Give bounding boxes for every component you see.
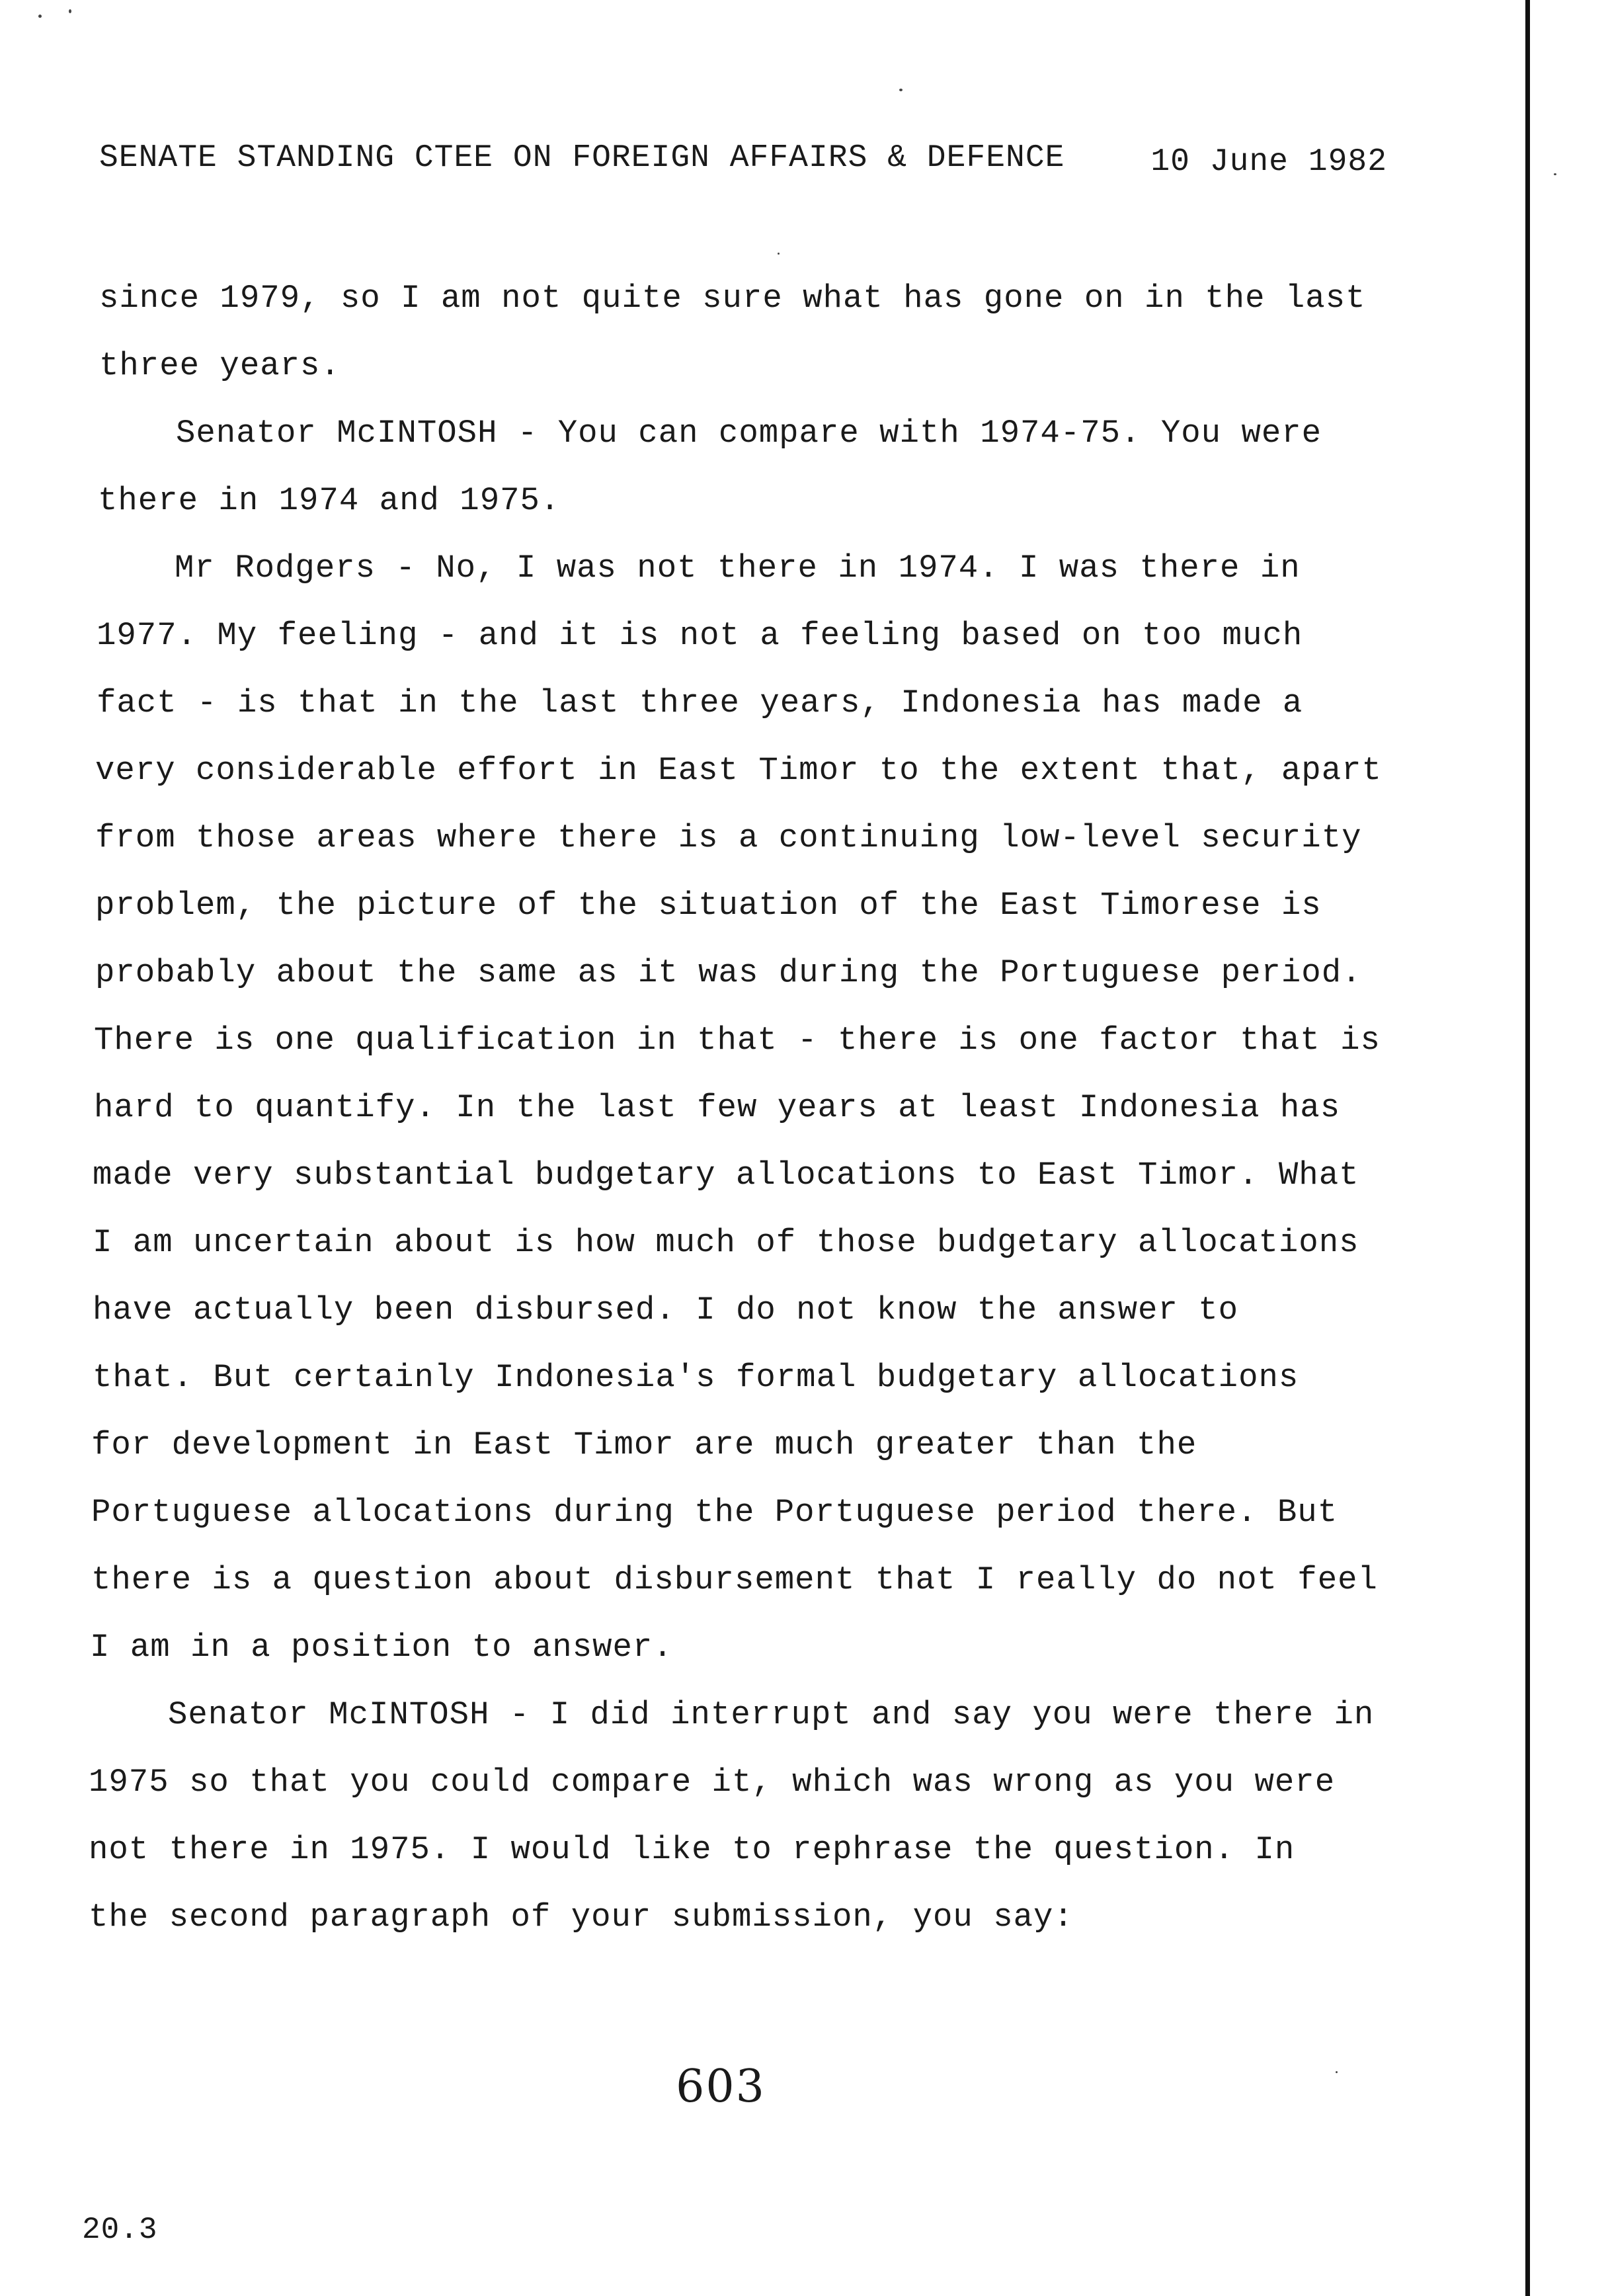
scan-speck: [899, 89, 903, 91]
text-line: I am in a position to answer.: [90, 1629, 673, 1666]
scan-speck: [38, 15, 42, 18]
text-line: I am uncertain about is how much of those budgetary allocations: [93, 1224, 1359, 1261]
text-line: there is a question about disbursement that I really do not feel: [91, 1561, 1378, 1598]
text-line: There is one qualification in that - there is one factor that is: [94, 1022, 1381, 1059]
text-line: that. But certainly Indonesia's formal budgetary allocations: [93, 1359, 1299, 1396]
scan-speck: [1336, 2071, 1338, 2073]
text-line: 1975 so that you could compare it, which was wrong as you were: [89, 1764, 1336, 1801]
text-line: Portuguese allocations during the Portuguese period there. But: [91, 1494, 1338, 1531]
scan-speck: [778, 253, 780, 255]
text-line: Senator McINTOSH - I did interrupt and say you were there in: [168, 1696, 1375, 1733]
text-line: there in 1974 and 1975.: [98, 482, 561, 519]
document-reference: 20.3: [82, 2213, 158, 2247]
text-line: the second paragraph of your submission, you say:: [89, 1899, 1074, 1936]
header-title: SENATE STANDING CTEE ON FOREIGN AFFAIRS & DEFENCE: [99, 140, 1065, 176]
text-line: 1977. My feeling - and it is not a feeling based on too much: [97, 617, 1303, 654]
text-line: three years.: [99, 347, 341, 384]
scan-speck: [1554, 173, 1556, 175]
header-date: 10 June 1982: [1150, 144, 1387, 180]
text-line: Senator McINTOSH - You can compare with 1974-75. You were: [176, 415, 1322, 452]
text-line: not there in 1975. I would like to rephrase the question. In: [89, 1831, 1295, 1868]
page-number: 603: [676, 2061, 766, 2113]
text-line: problem, the picture of the situation of the East Timorese is: [95, 887, 1322, 924]
text-line: made very substantial budgetary allocations to East Timor. What: [93, 1157, 1359, 1194]
text-line: probably about the same as it was during the Portuguese period.: [95, 954, 1362, 991]
text-line: hard to quantify. In the last few years at least Indonesia has: [94, 1089, 1341, 1126]
transcript-body: [89, 265, 1415, 1951]
text-line: very considerable effort in East Timor to the extent that, apart: [95, 752, 1382, 789]
page-header: [99, 140, 1395, 180]
text-line: since 1979, so I am not quite sure what has gone on in the last: [99, 280, 1366, 317]
text-line: for development in East Timor are much greater than the: [91, 1426, 1197, 1463]
text-line: fact - is that in the last three years, Indonesia has made a: [97, 684, 1303, 721]
scan-speck: [69, 9, 71, 13]
text-line: Mr Rodgers - No, I was not there in 1974. I was there in: [175, 550, 1301, 587]
text-line: have actually been disbursed. I do not know the answer to: [93, 1292, 1239, 1329]
text-line: from those areas where there is a continuing low-level security: [95, 819, 1362, 856]
page-edge-border: [1525, 0, 1530, 2296]
